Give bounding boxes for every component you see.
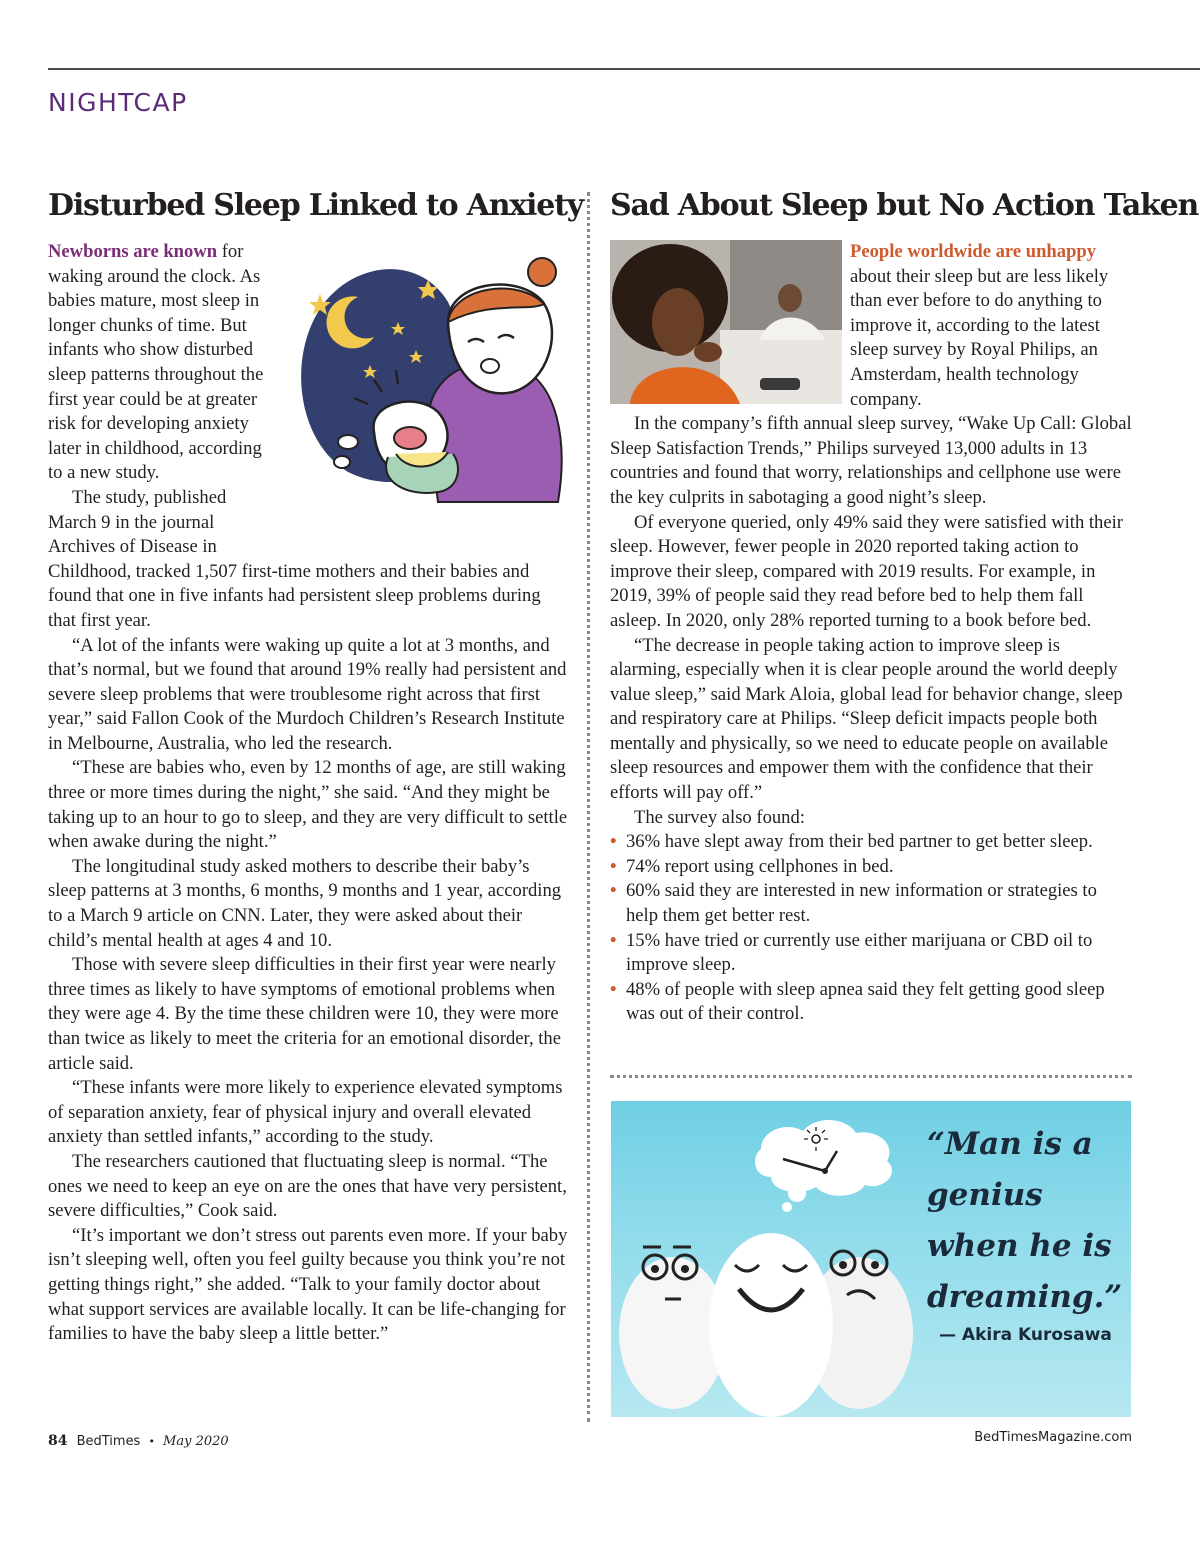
list-item: • 36% have slept away from their bed partner to get better sleep. [610,830,1132,855]
footer-left [48,1430,229,1449]
issue-date: May 2020 [163,1434,229,1449]
right-paragraph: In the company’s fifth annual sleep survey, “Wake Up Call: Global Sleep Satisfaction Trends,” Philips surveyed 13,000 adults in 13 countries and found that worry, relationships and cellphone use were the key culprits in sabotaging a good night’s sleep. [610,413,1132,508]
right-lead-in: People worldwide are unhappy [850,241,1097,262]
crying-baby-illustration [278,242,574,538]
right-article [610,240,1132,1027]
quote-text: “Man is a genius when he is dreaming.” [927,1126,1123,1315]
footer-separator: • [148,1435,155,1448]
left-headline: Disturbed Sleep Linked to Anxiety [48,188,583,223]
list-item: • 74% report using cellphones in bed. [610,855,1132,880]
section-label: NIGHTCAP [48,88,188,117]
list-item: • 48% of people with sleep apnea said they felt getting good sleep was out of their control. [610,978,1132,1027]
list-item: • 60% said they are interested in new information or strategies to help them get better rest. [610,879,1132,928]
quote-author: — Akira Kurosawa [939,1325,1112,1345]
tired-woman-photo [610,240,842,404]
right-lead-text: about their sleep but are less likely than ever before to do anything to improve it, according to the latest sleep survey by Royal Philips, an Amsterdam, health technology company. [850,265,1109,410]
tired-woman-icon [610,240,842,404]
thinking-eggs-illustration [611,1101,931,1417]
right-paragraph: Of everyone queried, only 49% said they were satisfied with their sleep. However, fewer people in 2020 reported taking action to improve their sleep, compared with 2019 results. For example, in 2019, 39% of people said they read before bed to help them fall asleep. In 2020, only 28% reported turning to a book before bed. [610,511,1123,631]
right-paragraph: The survey also found: [634,806,805,828]
left-article [48,240,570,1347]
top-rule [48,68,1200,70]
left-paragraph: “It’s important we don’t stress out parents even more. If your baby isn’t sleeping well, often you feel guilty because you think you’re not getting things right,” she added. “Talk to your family doctor about what support services are available locally. It can be life-changing for families to have the baby sleep a little better.” [48,1224,568,1345]
left-paragraph: “A lot of the infants were waking up quite a lot at 3 months, and that’s normal, but we found that around 19% really had persistent and severe sleep problems that were troublesome right across that first year,” said Fallon Cook of the Murdoch Children’s Research Institute in Melbourne, Australia, who led the research. [48,634,567,754]
left-paragraph: The researchers cautioned that fluctuating sleep is normal. “The ones we need to keep an eye on are the ones that have very persistent, severe difficulties,” Cook said. [48,1150,567,1222]
left-paragraph: The study, published March 9 in the journal Archives of Disease in Childhood, tracked 1,507 first-time mothers and their babies and found that one in five infants had persistent sleep problems during that first year. [48,486,541,631]
website-url: BedTimesMagazine.com [974,1430,1132,1445]
dotted-rule [610,1075,1132,1078]
column-divider [587,192,590,1422]
right-paragraph: “The decrease in people taking action to improve sleep is alarming, especially when it is clear people around the world deeply value sleep,” said Mark Aloia, global lead for behavior change, sleep and respiratory care at Philips. “Sleep deficit impacts people both mentally and physically, so we need to educate people on available sleep resources and empower them with the confidence that their efforts will pay off.” [610,634,1123,804]
left-lead-in: Newborns are known [48,241,218,262]
quote-box [611,1101,1131,1417]
crying-baby-icon [278,242,574,538]
page-number: 84 [48,1433,68,1449]
magazine-name: BedTimes [76,1434,141,1449]
right-headline: Sad About Sleep but No Action Taken [610,188,1199,223]
left-paragraph: “These are babies who, even by 12 months of age, are still waking three or more times during the night,” she said. “And they might be taking up to an hour to go to sleep, and they are very difficult to settle when awake during the night.” [48,757,568,853]
left-paragraph: “These infants were more likely to experience elevated symptoms of separation anxiety, fear of physical injury and overall elevated anxiety than settled infants,” according to the study. [48,1077,563,1148]
survey-findings-list [610,830,1132,1027]
left-paragraph: The longitudinal study asked mothers to describe their baby’s sleep patterns at 3 months, 6 months, 9 months and 1 year, according to a March 9 article on CNN. Later, they were asked about their child’s mental health at ages 4 and 10. [48,855,562,951]
left-paragraph: Those with severe sleep difficulties in their first year were nearly three times as likely to have symptoms of emotional problems when they were age 4. By the time these children were 10, they were more than twice as likely to meet the criteria for an emotional disorder, the article said. [48,954,561,1074]
left-lead-text: for waking around the clock. As babies mature, most sleep in longer chunks of time. But infants who show disturbed sleep patterns throughout the first year could be at greater risk for developing anxiety later in childhood, according to a new study. [48,241,264,484]
list-item: • 15% have tried or currently use either marijuana or CBD oil to improve sleep. [610,929,1132,978]
